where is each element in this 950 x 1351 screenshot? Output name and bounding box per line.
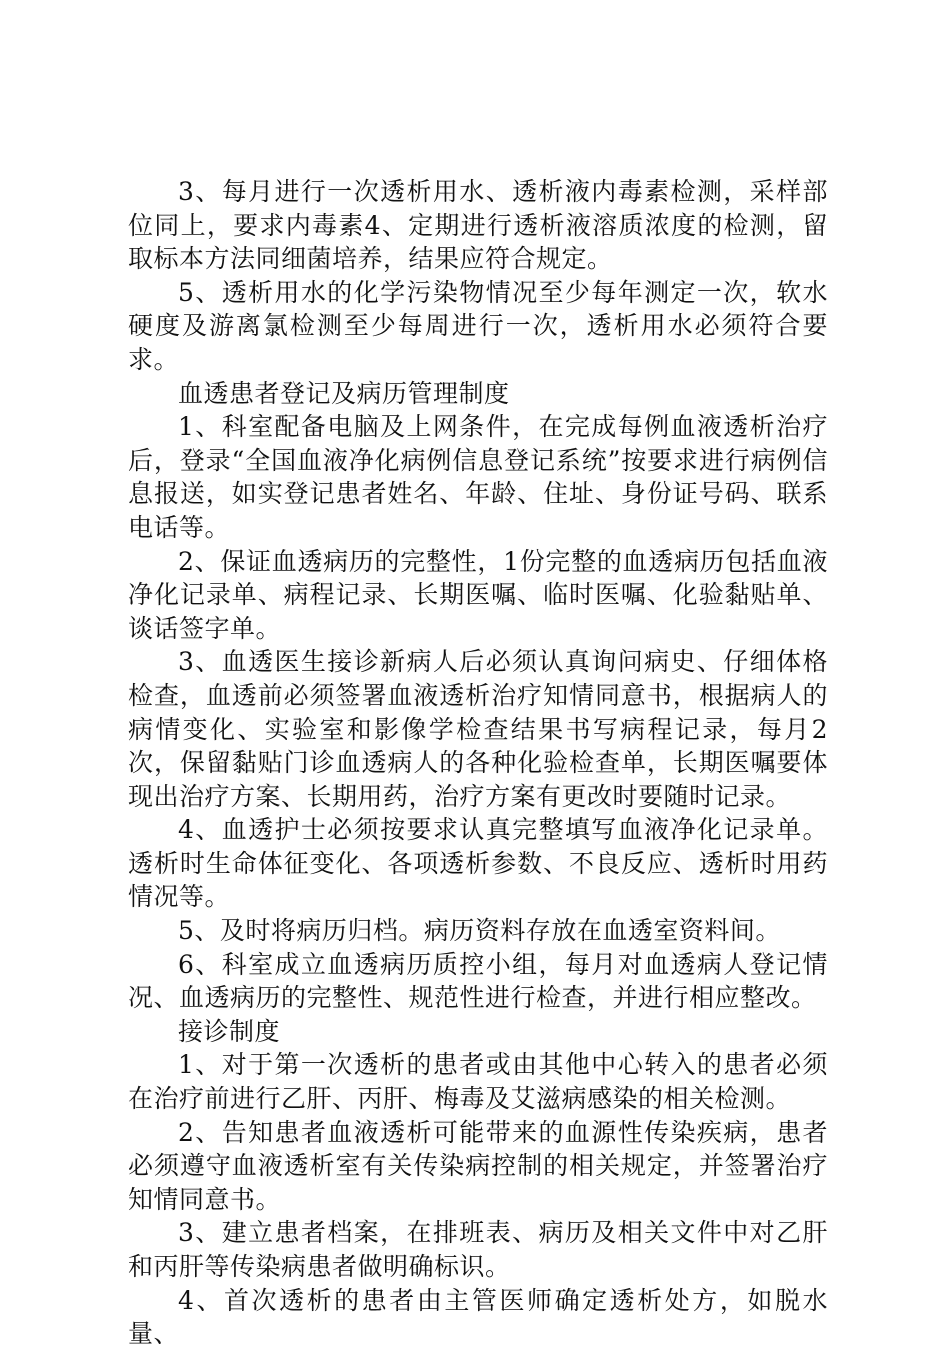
paragraph-admission-2: 2、告知患者血液透析可能带来的血源性传染疾病，患者必须遵守血液透析室有关传染病控制的相关规定，并签署治疗知情同意书。 [128,1117,828,1214]
paragraph-admission-3: 3、建立患者档案，在排班表、病历及相关文件中对乙肝和丙肝等传染病患者做明确标识。 [128,1218,828,1281]
paragraph-water-chemical-testing: 5、透析用水的化学污染物情况至少每年测定一次，软水硬度及游离氯检测至少每周进行一次，透析用水必须符合要求。 [128,277,828,374]
section-heading-admission: 接诊制度 [178,1016,281,1046]
paragraph-registration-6: 6、科室成立血透病历质控小组，每月对血透病人登记情况、血透病历的完整性、规范性进行检查，并进行相应整改。 [128,949,828,1013]
paragraph-registration-2: 2、保证血透病历的完整性，1份完整的血透病历包括血液净化记录单、病程记录、长期医嘱、临时医嘱、化验黏贴单、谈话签字单。 [128,546,828,643]
paragraph-registration-5: 5、及时将病历归档。病历资料存放在血透室资料间。 [178,916,781,946]
paragraph-registration-4: 4、血透护士必须按要求认真完整填写血液净化记录单。透析时生命体征变化、各项透析参数、不良反应、透析时用药情况等。 [128,815,828,912]
document-page [128,175,828,1351]
paragraph-registration-3: 3、血透医生接诊新病人后必须认真询问病史、仔细体格检查，血透前必须签署血液透析治疗知情同意书，根据病人的病情变化、实验室和影像学检查结果书写病程记录，每月2次，保留黏贴门诊血透病人的各种化验检查单，长期医嘱要体现出治疗方案、长期用药，治疗方案有更改时要随时记录。 [128,647,828,811]
paragraph-endotoxin-testing: 3、每月进行一次透析用水、透析液内毒素检测，采样部位同上，要求内毒素4、定期进行透析液溶质浓度的检测，留取标本方法同细菌培养，结果应符合规定。 [128,177,828,274]
paragraph-registration-1: 1、科室配备电脑及上网条件，在完成每例血液透析治疗后，登录“全国血液净化病例信息登记系统”按要求进行病例信息报送，如实登记患者姓名、年龄、住址、身份证号码、联系电话等。 [128,412,828,542]
section-heading-registration: 血透患者登记及病历管理制度 [178,378,510,408]
paragraph-admission-1: 1、对于第一次透析的患者或由其他中心转入的患者必须在治疗前进行乙肝、丙肝、梅毒及艾滋病感染的相关检测。 [128,1050,828,1114]
paragraph-admission-4: 4、首次透析的患者由主管医师确定透析处方，如脱水量、 [128,1285,828,1349]
